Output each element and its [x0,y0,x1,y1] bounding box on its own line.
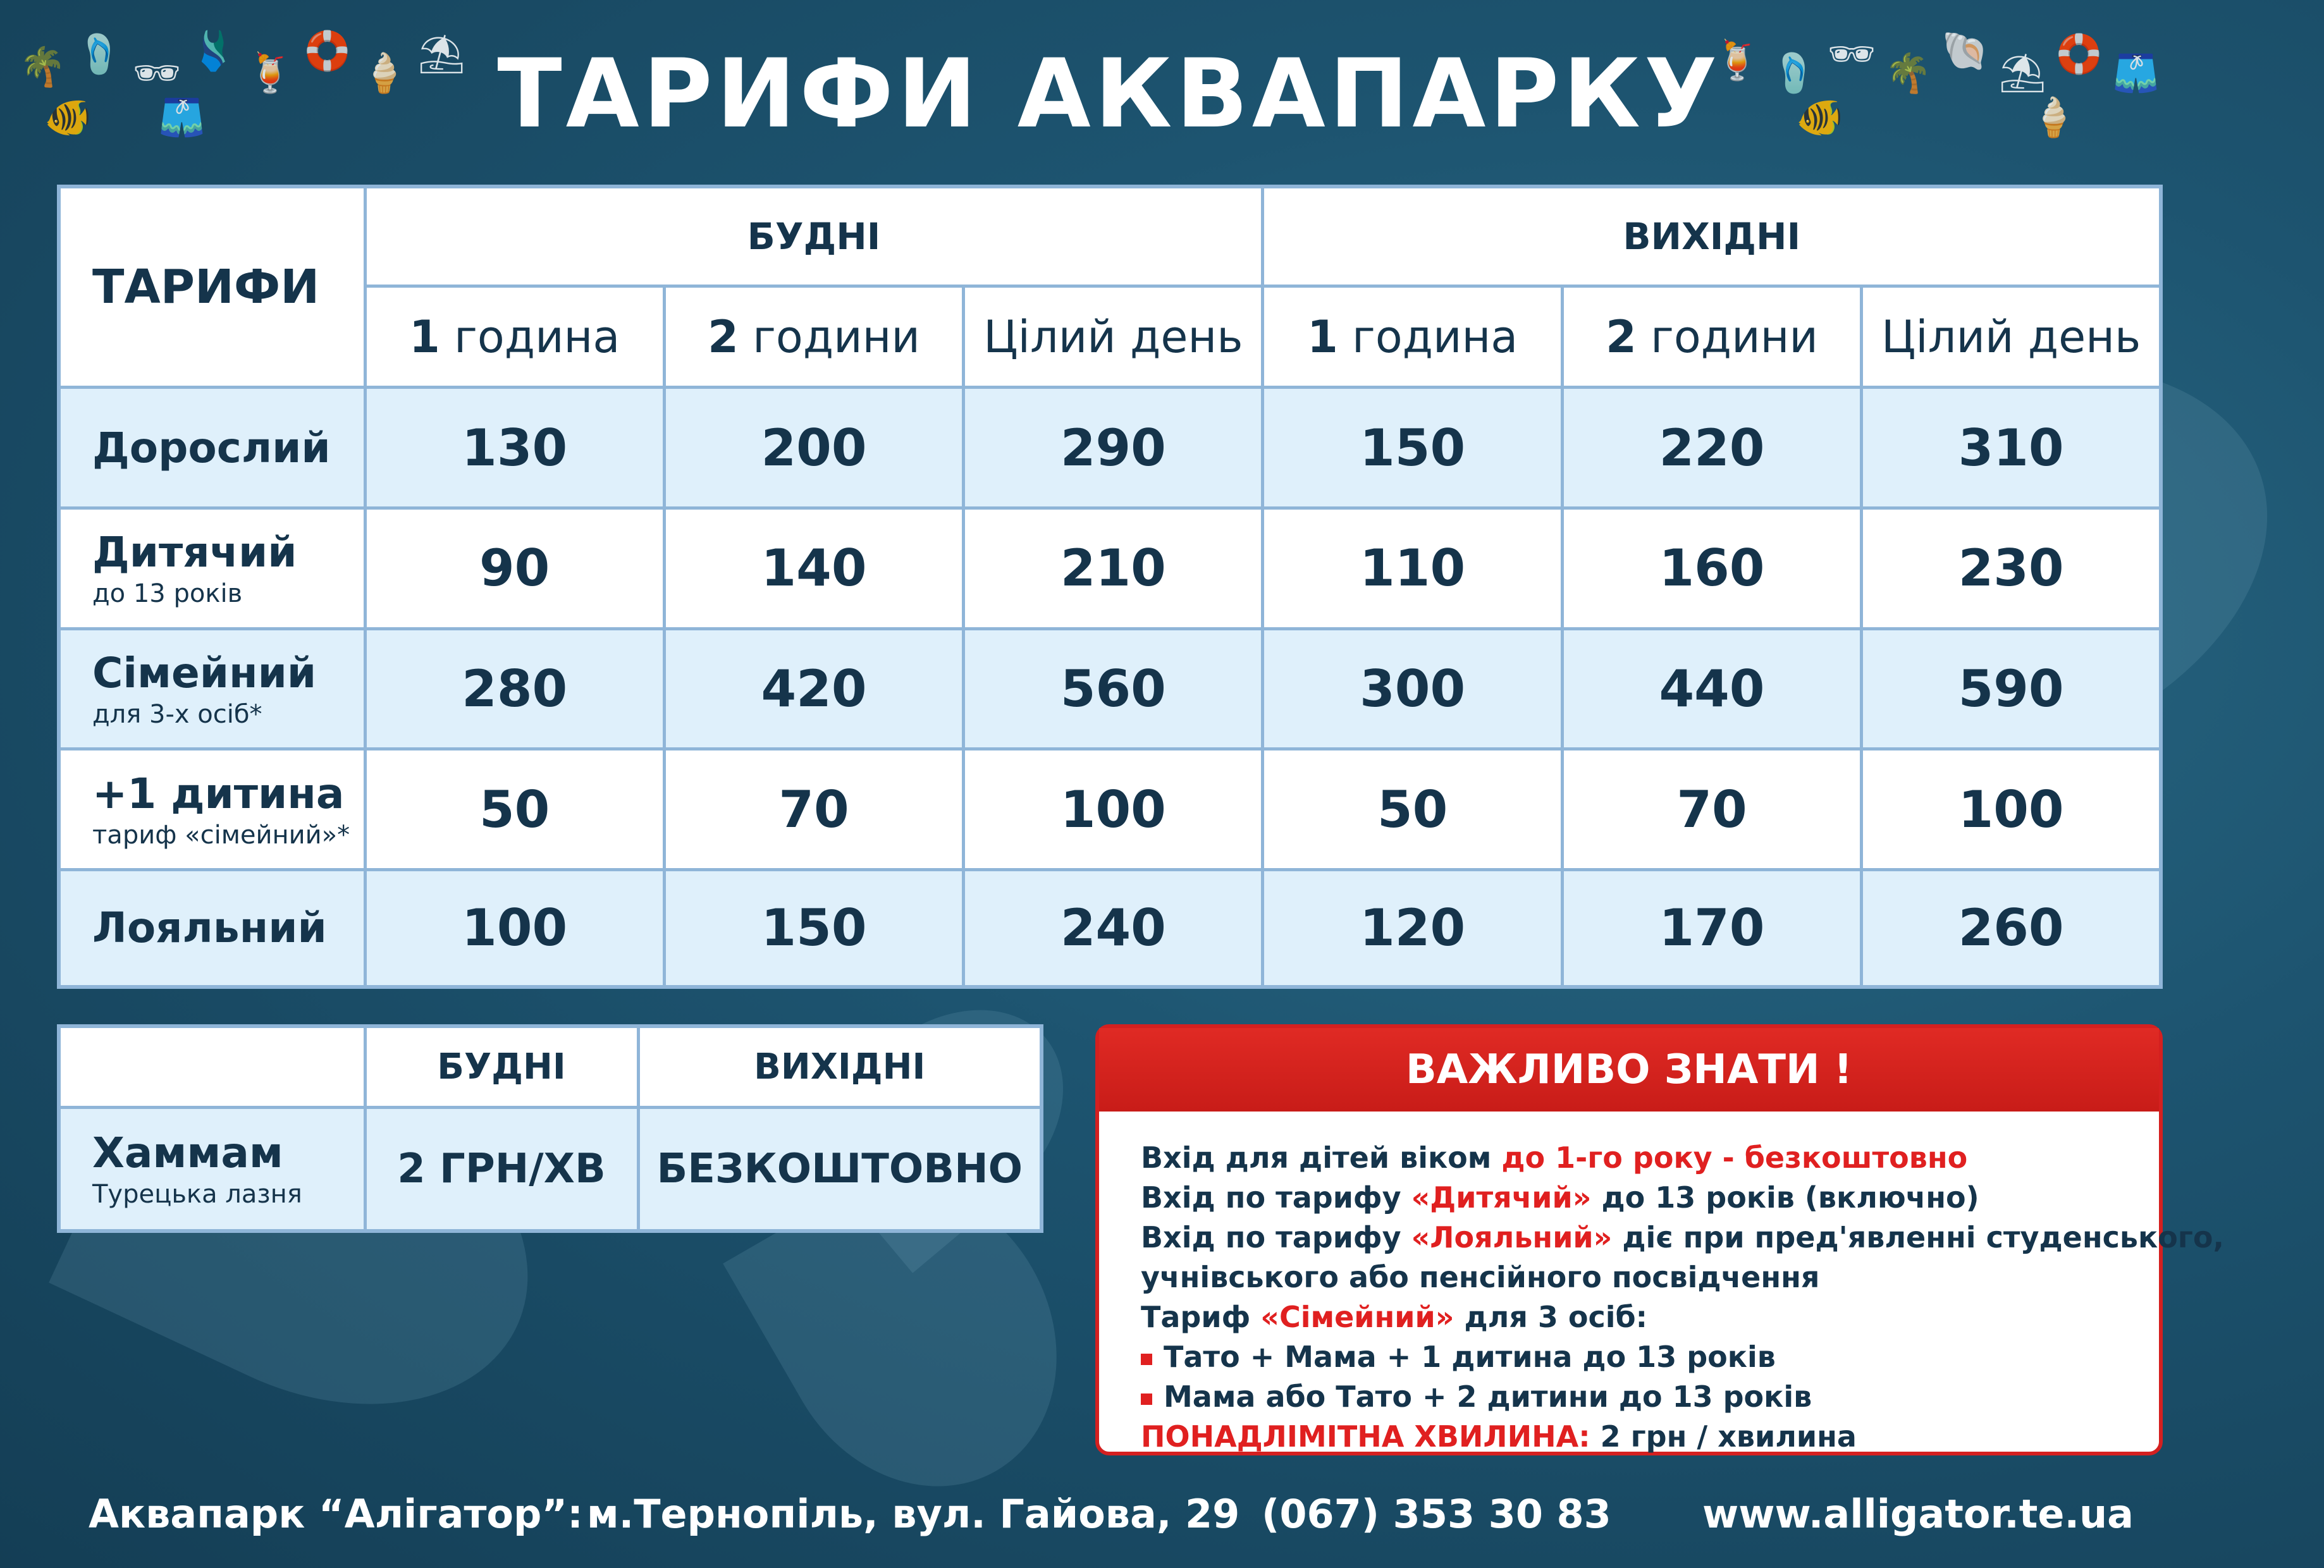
price-cell: 150 [1263,388,1562,508]
price-cell: 110 [1263,508,1562,629]
price-cell: 440 [1562,628,1861,749]
table-row [59,869,2161,987]
info-bullet-line: Тато + Мама + 1 дитина до 13 років [1141,1337,2159,1377]
info-line: ПОНАДЛІМІТНА ХВИЛИНА: 2 грн / хвилина [1141,1419,1857,1454]
price-cell: 130 [365,388,664,508]
price-cell: 120 [1263,869,1562,987]
shorts-icon: 🩳 [2112,51,2160,95]
cocktail-icon: 🍹 [1714,39,1761,83]
price-cell: 160 [1562,508,1861,629]
footer-address: м.Тернопіль, вул. Гайова, 29 [587,1491,1240,1537]
price-cell: 230 [1862,508,2161,629]
swimsuit-icon: 🩱 [190,29,237,73]
table-row [59,628,2161,749]
table-row [59,388,2161,508]
info-line: Тариф «Сімейний» для 3 осіб: [1141,1300,1648,1334]
price-cell: 420 [664,628,963,749]
price-cell: 200 [664,388,963,508]
price-cell: 170 [1562,869,1861,987]
price-cell: 300 [1263,628,1562,749]
icecream-icon: 🍦 [360,51,408,95]
price-cell: 210 [964,508,1263,629]
weekdays-header: БУДНІ [365,187,1263,286]
price-cell: 220 [1562,388,1861,508]
umbrella-icon: ⛱ [1998,51,2047,95]
tariffs-header: ТАРИФИ [59,187,365,388]
table-row [59,1107,1042,1231]
row-label: Дитячий до 13 років [59,508,365,629]
price-cell: 50 [1263,749,1562,870]
duration-header: 1 година [365,286,664,388]
footer-website-link[interactable]: www.alligator.te.ua [1702,1491,2134,1537]
info-bullet-line: Мама або Тато + 2 дитини до 13 років [1141,1377,2159,1417]
flipflop-icon: 🩴 [76,32,123,77]
duration-header: 2 години [664,286,963,388]
icecream-icon: 🍦 [2030,95,2077,140]
weekdays-header: БУДНІ [365,1026,638,1107]
price-cell: 100 [365,869,664,987]
info-line: Вхід по тарифу «Дитячий» до 13 років (включно) [1141,1180,1979,1215]
shorts-icon: 🩳 [158,95,206,140]
flipflop-icon: 🩴 [1771,51,1818,95]
info-line: учнівського або пенсійного посвідчення [1141,1260,1820,1294]
price-cell: 310 [1862,388,2161,508]
hammam-table [57,1024,1043,1233]
price-cell: 90 [365,508,664,629]
price-cell: БЕЗКОШТОВНО [638,1107,1042,1231]
sunglasses-icon: 🕶 [1828,32,1876,77]
tariff-table [57,185,2163,989]
row-label: Хаммам Турецька лазня [59,1107,365,1231]
page-title: ТАРИФИ АКВАПАРКУ [497,39,1721,149]
table-row [59,749,2161,870]
table-row [59,508,2161,629]
price-cell: 280 [365,628,664,749]
price-cell: 140 [664,508,963,629]
price-cell: 560 [964,628,1263,749]
price-cell: 100 [964,749,1263,870]
row-label: +1 дитина тариф «сімейний»* [59,749,365,870]
fish-icon: 🐠 [44,95,92,140]
price-cell: 50 [365,749,664,870]
cocktail-icon: 🍹 [247,51,294,95]
important-info-box [1095,1024,2224,1455]
info-line: Вхід для дітей віком до 1-го року - безкоштовно [1141,1141,1968,1175]
square-bullet-icon [1141,1393,1152,1405]
duration-header: Цілий день [964,286,1263,388]
square-bullet-icon [1141,1354,1152,1365]
empty-corner-cell [59,1026,365,1107]
duration-header: Цілий день [1862,286,2161,388]
price-cell: 100 [1862,749,2161,870]
important-heading: ВАЖЛИВО ЗНАТИ ! [1099,1028,2159,1112]
price-cell: 240 [964,869,1263,987]
row-label: Дорослий [59,388,365,508]
price-cell: 2 ГРН/ХВ [365,1107,638,1231]
price-cell: 150 [664,869,963,987]
duration-header: 2 години [1562,286,1861,388]
row-label: Лояльний [59,869,365,987]
price-cell: 70 [1562,749,1861,870]
fish-icon: 🐠 [1796,95,1843,140]
price-cell: 290 [964,388,1263,508]
weekend-header: ВИХІДНІ [638,1026,1042,1107]
row-label: Сімейний для 3-х осіб* [59,628,365,749]
price-cell: 590 [1862,628,2161,749]
info-line: Вхід по тарифу «Лояльний» діє при пред'явленні студенського, [1141,1220,2224,1254]
duration-header: 1 година [1263,286,1562,388]
footer-phone[interactable]: (067) 353 30 83 [1262,1491,1611,1537]
lifebuoy-icon: 🛟 [304,29,351,73]
price-cell: 70 [664,749,963,870]
shell-icon: 🐚 [1941,29,1989,73]
palm-icon: 🌴 [1884,51,1932,95]
lifebuoy-icon: 🛟 [2055,32,2103,77]
footer-park-name: Аквапарк “Алігатор”: [89,1491,583,1537]
weekend-header: ВИХІДНІ [1263,187,2161,286]
price-cell: 260 [1862,869,2161,987]
umbrella-icon: ⛱ [417,32,466,77]
sunglasses-icon: 🕶 [133,51,181,95]
palm-icon: 🌴 [19,45,66,89]
